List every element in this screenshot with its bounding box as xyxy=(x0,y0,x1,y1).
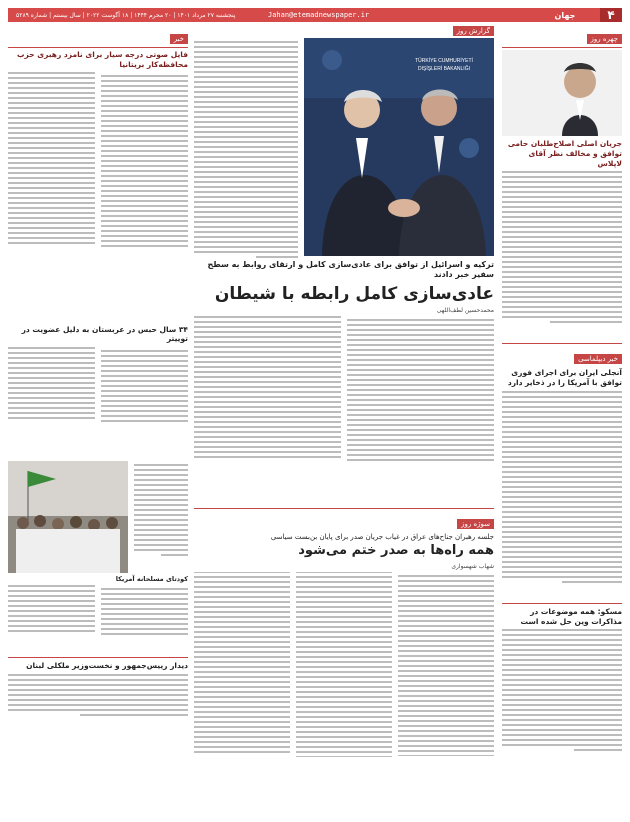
profile-photo xyxy=(502,50,622,136)
banner-text-2: DIŞİŞLERİ BAKANLIĞI xyxy=(418,66,470,72)
profile-text-block xyxy=(502,171,622,341)
lead-photo xyxy=(304,38,494,256)
story3-text-block xyxy=(502,629,622,789)
left-story1-headline: فایل صوتی درجه سیار برای نامزد رهبری حزب محافظه‌کار بریتانیا xyxy=(16,50,188,69)
lead-byline: محمدحسین لطف‌اللهی xyxy=(436,306,494,314)
section-title: جهان xyxy=(554,10,576,20)
lead-headline: عادی‌سازی کامل رابطه با شیطان xyxy=(214,283,494,304)
divider xyxy=(502,343,622,344)
left-story2-headline: ۳۴ سال حبس در عربستان به دلیل عضویت در توییتر xyxy=(21,324,188,344)
profile-kicker: چهره روز xyxy=(587,34,622,44)
left-story-continued xyxy=(8,585,188,655)
photo-side-text xyxy=(134,461,188,573)
divider xyxy=(502,47,622,48)
sub-story-kicker: سوژه روز xyxy=(457,519,494,529)
divider xyxy=(8,47,188,48)
left-story3-headline: دیدار رییس‌جمهور و نخست‌وزیر ملکلی لبنان xyxy=(26,661,188,671)
section-email: Jahan@etemadnewspaper.ir xyxy=(268,11,370,19)
left-story1-text xyxy=(8,72,188,322)
sub-story-headline: همه راه‌ها به صدر ختم می‌شود xyxy=(298,542,494,558)
story3-headline: مسکو: همه موضوعات در مذاکرات وین حل شده است xyxy=(520,606,622,626)
news-kicker: خبر xyxy=(170,34,188,44)
left-story3-text xyxy=(8,674,188,734)
page-header-bar xyxy=(8,8,622,22)
lead-body-text xyxy=(194,316,494,506)
divider xyxy=(502,603,622,604)
sub-story-byline: شهاب شهسواری xyxy=(451,562,494,570)
left-story2-text xyxy=(8,347,188,457)
divider xyxy=(194,508,494,509)
issue-dateline: پنجشنبه ۲۷ مرداد ۱۴۰۱ | ۲۰ محرم ۱۴۴۴ | ۱۸ آگوست ۲۰۲۲ | سال بیستم | شماره ۵۲۸۹ xyxy=(16,11,236,19)
right-column xyxy=(502,26,622,812)
lead-photo-caption: ترکیه و اسرائیل از توافق برای عادی‌سازی کامل و ارتقای روابط به سطح سفیر خبر دادند xyxy=(207,260,494,280)
story2-kicker: خبر دیپلماسی xyxy=(574,354,622,364)
lead-side-text xyxy=(194,38,298,256)
divider xyxy=(8,657,188,658)
profile-headline: جریان اصلی اصلاح‌طلبان حامی توافق و مخالف نظر آقای لاپلاس xyxy=(507,139,622,168)
story2-text-block xyxy=(502,391,622,601)
banner-text-1: TÜRKİYE CUMHURİYETİ xyxy=(415,58,473,64)
middle-column xyxy=(194,26,494,812)
protest-photo xyxy=(8,461,128,573)
left-column xyxy=(8,26,188,812)
story2-headline: آنجلی ایران برای اجرای فوری توافق با آمریکا را در ذخایر دارد xyxy=(507,368,622,387)
photo-caption-title: کودتای مسلحانه آمریکا xyxy=(115,575,188,583)
sub-story-body-text xyxy=(194,572,494,822)
page-number: ۴ xyxy=(600,8,622,22)
sub-story-kicker-line: جلسه رهبران جناح‌های عراق در غیاب جریان صدر برای پایان بن‌بست سیاسی xyxy=(270,532,494,541)
lead-kicker: گزارش روز xyxy=(453,26,494,36)
